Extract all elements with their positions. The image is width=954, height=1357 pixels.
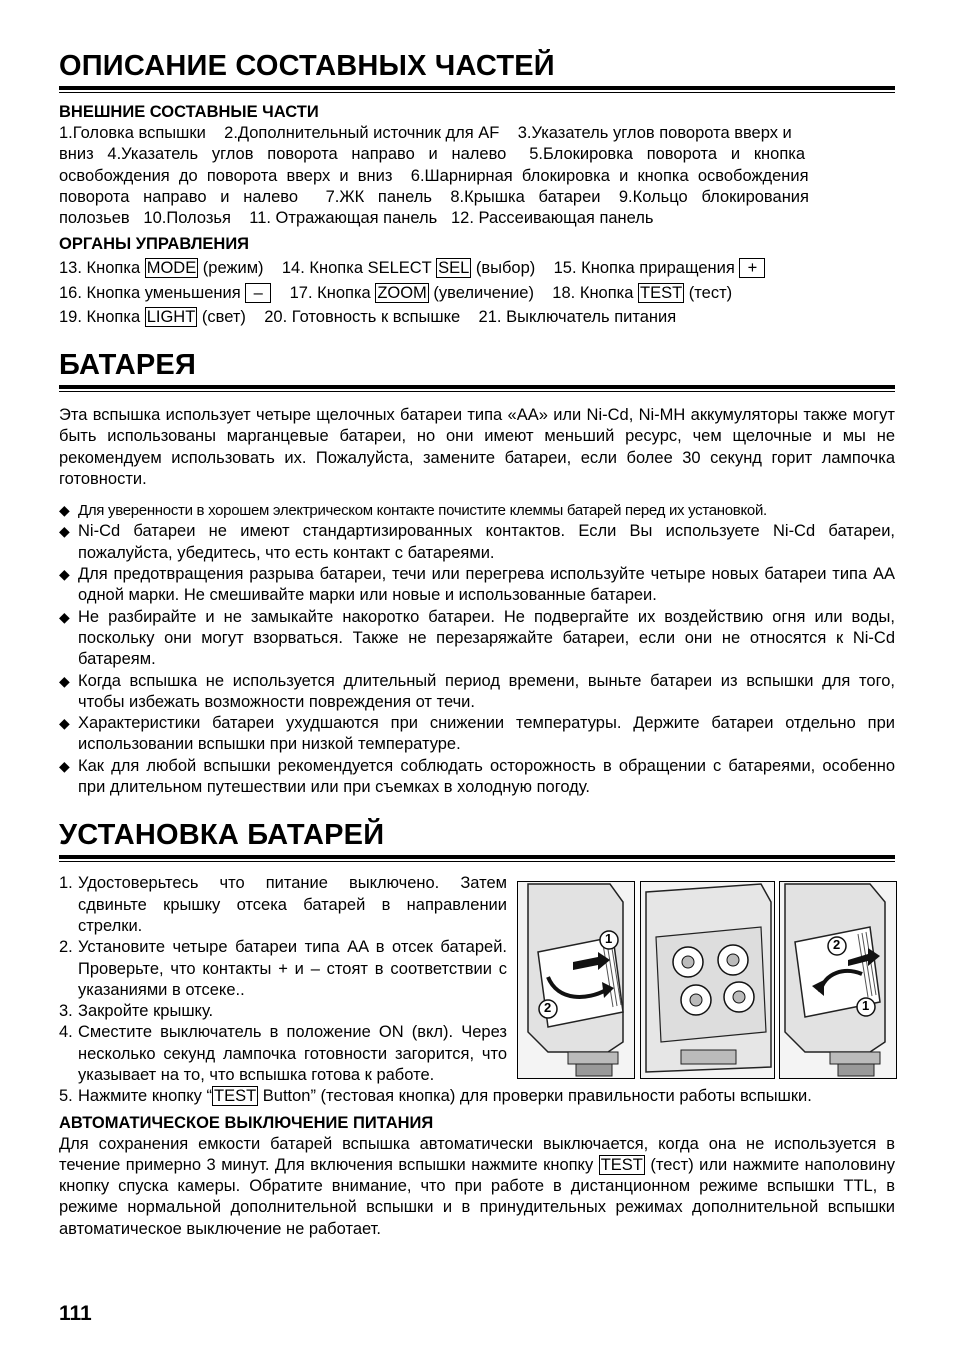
- install-step-5: [59, 1086, 895, 1107]
- mode-button-label: MODE: [146, 259, 197, 278]
- external-parts-line: полозьев 10.Полозья 11. Отражающая панель 12. Рассеивающая панель: [59, 209, 654, 228]
- light-button-label: LIGHT: [146, 308, 196, 327]
- controls-line: [59, 281, 895, 306]
- battery-warnings-list: [59, 500, 895, 798]
- bullet-text: Для предотвращения разрыва батареи, течи или перегрева используйте четыре новых батареи типа AA одной марки. Не смешивайте марки или новые и использованные батареи.: [78, 565, 895, 605]
- step-text: Сместите выключатель в положение ON (вкл). Через несколько секунд лампочка готовности загорится, что указывает на то, что вспышка готова к работе.: [78, 1023, 507, 1084]
- section-title-parts: ОПИСАНИЕ СОСТАВНЫХ ЧАСТЕЙ: [59, 50, 555, 82]
- diamond-bullet-icon: ◆: [59, 715, 70, 732]
- diamond-bullet-icon: ◆: [59, 608, 70, 625]
- bullet-text: Как для любой вспышки рекомендуется соблюдать осторожность в обращении с батареями, особенно при длительном путешествии или при съемках в холодную погоду.: [78, 756, 895, 797]
- list-item: [59, 564, 895, 607]
- step-number: 5.: [59, 1087, 73, 1106]
- page-number: 111: [59, 1302, 92, 1325]
- battery-compartment-drawing: [641, 882, 774, 1078]
- title-rule: [59, 385, 895, 392]
- bullet-text: Для уверенности в хорошем электрическом контакте почистите клеммы батарей перед их установкой.: [78, 502, 767, 520]
- minus-button-label: –: [245, 283, 271, 303]
- step-number: 3.: [59, 1002, 73, 1021]
- diamond-bullet-icon: ◆: [59, 566, 70, 583]
- battery-intro: Эта вспышка использует четыре щелочных батареи типа «AA» или Ni-Cd, Ni-MH аккумуляторы также могут быть использованы марганцевые батареи, но они имеют меньший ресурс, чем щелочные и мы не рекомендуем использовать их. Пожалуйста, замените батареи, если более 30 секунд горит лампочка готовности.: [59, 405, 895, 488]
- bullet-text: Не разбирайте и не замыкайте накоротко батареи. Не подвергайте их воздействию огня или воды, поскольку они могут взорваться. Также не перезаряжайте батареи, если они не относятся к Ni-Cd батареям.: [78, 607, 895, 669]
- list-item: [59, 521, 895, 564]
- list-item: [59, 1086, 895, 1107]
- list-item: [59, 1001, 507, 1022]
- list-item: [59, 873, 507, 937]
- test-button-label: TEST: [600, 1155, 643, 1174]
- control-text: (свет) 20. Готовность к вспышке 21. Выключатель питания: [197, 308, 677, 327]
- title-rule: [59, 855, 895, 862]
- battery-compartment-illustration: [640, 881, 775, 1079]
- control-text: (выбор) 15. Кнопка приращения: [471, 259, 740, 278]
- step-number: 1.: [59, 874, 73, 893]
- bullet-text: Ni-Cd батареи не имеют стандартизированных контактов. Если Вы используете Ni-Cd батареи, пожалуйста, убедитесь, что есть контакт с батареями.: [78, 522, 895, 562]
- auto-off-paragraph: [59, 1134, 895, 1240]
- diamond-bullet-icon: ◆: [59, 523, 70, 540]
- test-button-label: TEST: [214, 1087, 257, 1106]
- list-item: [59, 500, 895, 521]
- paragraph-text: (тест) или нажмите наполовину кнопку спуска камеры. Обратите внимание, что при работе в дистанционном режиме вспышки TTL, в режиме нормальной дополнительной вспышки и в принудительных режимах дополнительной вспышки автоматическое выключение не работает.: [59, 1155, 895, 1238]
- battery-cover-open-illustration: [517, 881, 635, 1079]
- step-text: Закройте крышку.: [78, 1002, 214, 1021]
- control-text: (увеличение) 18. Кнопка: [428, 283, 639, 302]
- flash-side-drawing: [518, 882, 634, 1078]
- figure-marker: 1: [605, 931, 613, 946]
- list-item: [59, 937, 507, 1001]
- subheading-auto-off: АВТОМАТИЧЕСКОЕ ВЫКЛЮЧЕНИЕ ПИТАНИЯ: [59, 1113, 434, 1132]
- list-item: [59, 756, 895, 799]
- step-number: 2.: [59, 938, 73, 957]
- controls-list: [59, 256, 895, 330]
- control-text: 16. Кнопка уменьшения: [59, 283, 246, 302]
- external-parts-list: [59, 123, 895, 229]
- external-parts-line: вниз 4.Указатель углов поворота направо и налево 5.Блокировка поворота и кнопка: [59, 145, 806, 164]
- step-number: 4.: [59, 1023, 73, 1042]
- step-text: Установите четыре батареи типа AA в отсек батарей. Проверьте, что контакты + и – стоят в соответствии с указаниями в отсеке..: [78, 938, 507, 999]
- diamond-bullet-icon: ◆: [59, 757, 70, 774]
- figure-marker: 2: [544, 1000, 552, 1015]
- controls-line: [59, 256, 895, 281]
- controls-line: [59, 305, 895, 330]
- step-text: Удостоверьтесь что питание выключено. Затем сдвиньте крышку отсека батарей в направлении стрелки.: [78, 874, 507, 935]
- diamond-bullet-icon: ◆: [59, 502, 70, 519]
- list-item: [59, 607, 895, 671]
- test-button-label: TEST: [640, 283, 683, 302]
- control-text: 13. Кнопка: [59, 259, 145, 278]
- step-text: Button” (тестовая кнопка) для проверки правильности работы вспышки.: [258, 1087, 812, 1106]
- control-text: (режим) 14. Кнопка SELECT: [198, 259, 437, 278]
- figure-marker: 2: [833, 937, 841, 952]
- zoom-button-label: ZOOM: [377, 283, 427, 302]
- bullet-text: Когда вспышка не используется длительный период времени, выньте батареи из вспышки для того, чтобы избежать возможности повреждения от течи.: [78, 671, 895, 711]
- external-parts-line: освобождения до поворота вверх и вниз 6.Шарнирная блокировка и кнопка освобождения: [59, 166, 809, 185]
- flash-side-drawing: [780, 882, 896, 1078]
- list-item: [59, 1022, 507, 1086]
- battery-cover-close-illustration: [779, 881, 897, 1079]
- external-parts-line: 1.Головка вспышки 2.Дополнительный источник для AF 3.Указатель углов поворота вверх и: [59, 124, 792, 142]
- plus-button-label: +: [739, 258, 765, 278]
- subheading-external-parts: ВНЕШНИЕ СОСТАВНЫЕ ЧАСТИ: [59, 103, 319, 121]
- section-title-battery: БАТАРЕЯ: [59, 348, 196, 381]
- install-steps-list: [59, 873, 507, 1086]
- control-text: 17. Кнопка: [271, 283, 376, 302]
- diamond-bullet-icon: ◆: [59, 672, 70, 689]
- subheading-controls: ОРГАНЫ УПРАВЛЕНИЯ: [59, 235, 250, 254]
- paragraph-text: Для сохранения емкости батарей вспышка автоматически выключается, когда она не используется в течение примерно 3 минут. Для включения вспышки нажмите кнопку: [59, 1134, 895, 1174]
- figure-marker: 1: [862, 998, 870, 1013]
- list-item: [59, 713, 895, 756]
- control-text: (тест): [684, 283, 733, 302]
- title-rule: [59, 86, 895, 93]
- bullet-text: Характеристики батареи ухудшаются при снижении температуры. Держите батареи отдельно при использовании вспышки при низкой температуре.: [78, 714, 895, 754]
- section-title-install: УСТАНОВКА БАТАРЕЙ: [59, 819, 385, 852]
- sel-button-label: SEL: [438, 259, 470, 278]
- list-item: [59, 671, 895, 714]
- external-parts-line: поворота направо и налево 7.ЖК панель 8.Крышка батареи 9.Кольцо блокирования: [59, 187, 809, 206]
- step-text: Нажмите кнопку “: [78, 1087, 212, 1106]
- control-text: 19. Кнопка: [59, 308, 145, 327]
